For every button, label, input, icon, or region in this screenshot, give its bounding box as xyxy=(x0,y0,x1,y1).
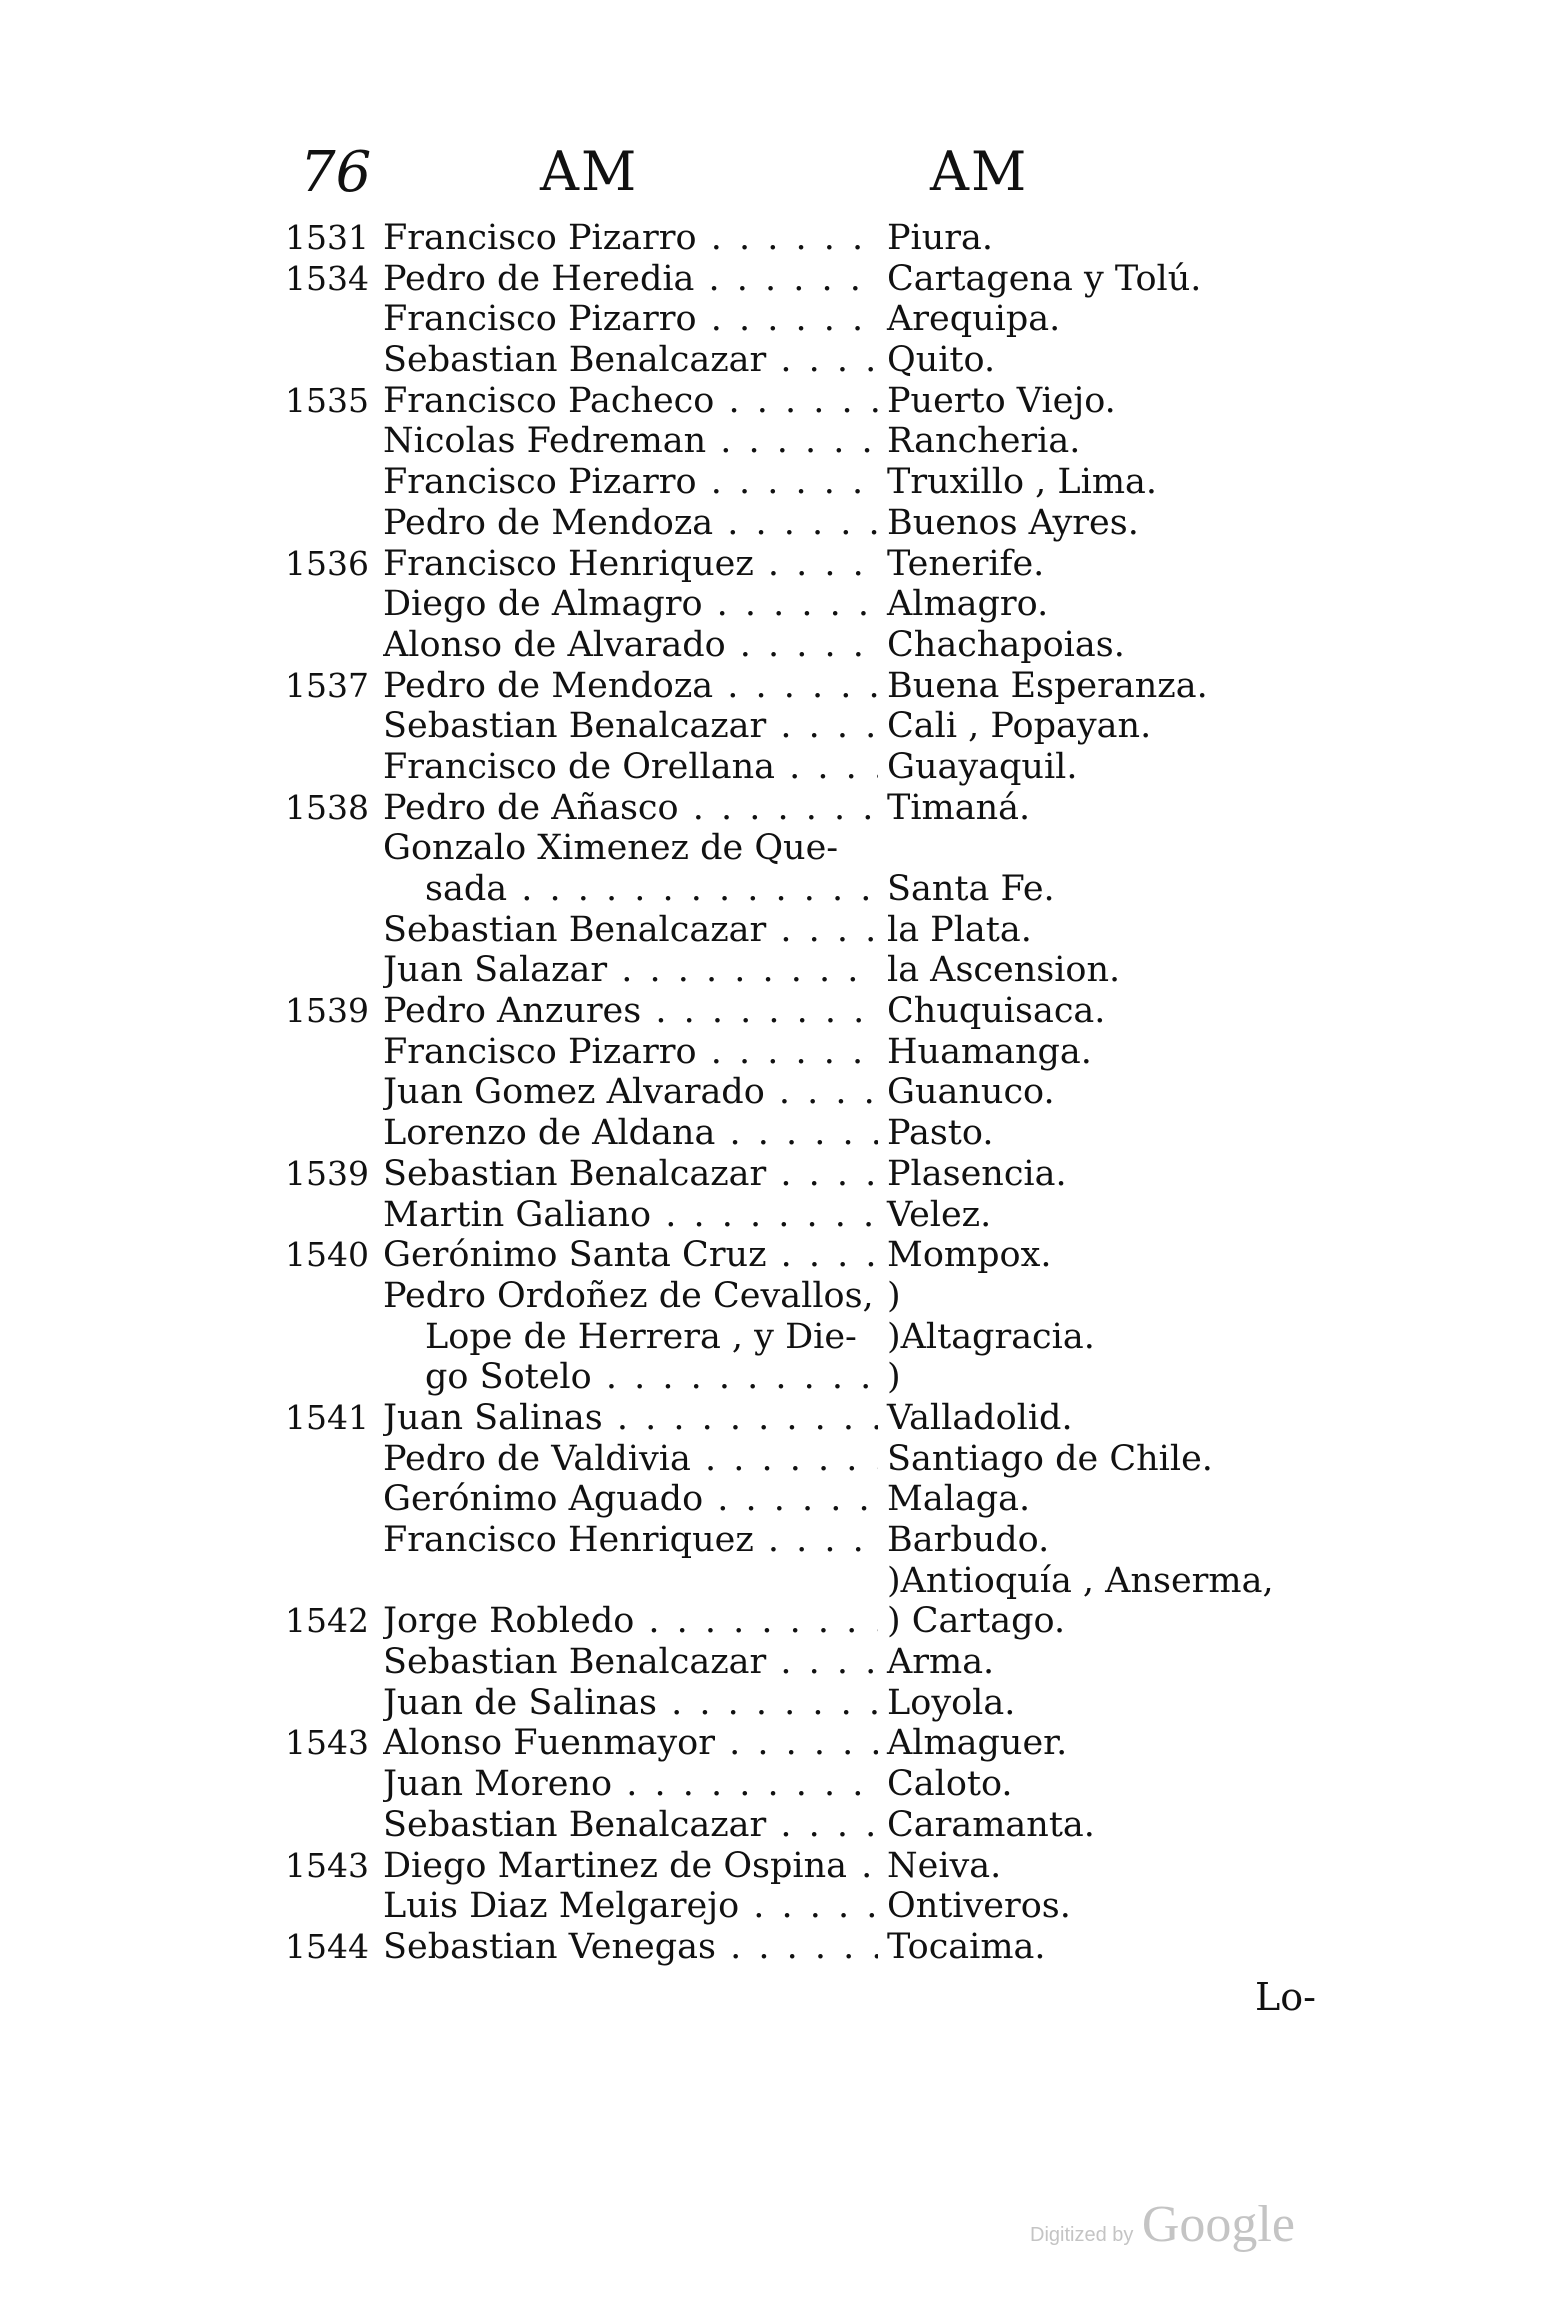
entry-city: Arequipa. xyxy=(887,299,1061,340)
entry-city: Ontiveros. xyxy=(887,1886,1071,1927)
entry-city: ) xyxy=(887,1275,901,1316)
entry-city: Loyola. xyxy=(887,1682,1016,1723)
entry-row xyxy=(0,1195,1551,1236)
entry-city: Barbudo. xyxy=(887,1520,1050,1560)
entry-city: Truxillo , Lima. xyxy=(887,462,1158,503)
entry-row xyxy=(0,1601,1551,1642)
entry-row xyxy=(0,1561,1551,1602)
entry-row xyxy=(0,950,1551,991)
entry-city: Arma. xyxy=(887,1642,995,1683)
entry-founder: Martin Galiano . . . xyxy=(383,1195,878,1236)
entry-city: la Ascension. xyxy=(887,950,1121,991)
entry-row xyxy=(0,503,1551,544)
entry-founder: Sebastian Benalcazar . . . xyxy=(383,340,878,381)
entry-city: )Altagracia. xyxy=(887,1316,1095,1357)
entry-year: 1541 xyxy=(285,1397,369,1437)
digitization-watermark xyxy=(1030,2195,1295,2254)
entry-founder: Gonzalo Ximenez de Que- xyxy=(383,828,839,869)
entry-city: Timaná. xyxy=(887,787,1031,828)
entry-city: Malaga. xyxy=(887,1479,1031,1520)
entry-city: Almaguer. xyxy=(887,1723,1068,1764)
running-head-left: AM xyxy=(540,140,639,203)
entry-founder: Francisco Pizarro . . . xyxy=(383,299,878,340)
entry-year: 1542 xyxy=(285,1601,369,1641)
entry-founder: Juan Salinas . . . xyxy=(383,1398,878,1439)
entry-founder: Pedro de Mendoza . . . xyxy=(383,666,878,707)
entry-row xyxy=(0,1357,1551,1398)
entry-founder: Luis Diaz Melgarejo . . . xyxy=(383,1886,878,1927)
entry-city: Puerto Viejo. xyxy=(887,380,1116,421)
entry-city: Guanuco. xyxy=(887,1072,1055,1113)
entry-row xyxy=(0,1276,1551,1317)
entry-founder: Gerónimo Aguado . . . xyxy=(383,1479,878,1520)
entry-founder: Lorenzo de Aldana . . . xyxy=(383,1113,878,1154)
entry-row xyxy=(0,1317,1551,1358)
running-head xyxy=(0,140,1551,210)
entry-founder: Francisco Pacheco . . . xyxy=(383,381,878,422)
entry-city: Pasto. xyxy=(887,1113,994,1154)
entry-city: Buena Esperanza. xyxy=(887,665,1208,706)
entry-founder: Sebastian Benalcazar . . . xyxy=(383,1154,878,1195)
entry-year: 1543 xyxy=(285,1723,369,1763)
entry-founder: Francisco Henriquez . . . xyxy=(383,544,878,585)
entry-city: Cali , Popayan. xyxy=(887,706,1152,747)
entry-city: ) xyxy=(887,1357,901,1398)
entry-row xyxy=(0,706,1551,747)
entry-founder: Francisco Henriquez . . . xyxy=(383,1520,878,1561)
entry-founder: Sebastian Benalcazar . . . xyxy=(383,1642,878,1683)
entry-city: Caramanta. xyxy=(887,1804,1095,1845)
entry-founder: Juan Salazar . . . xyxy=(383,950,878,991)
entry-year: 1537 xyxy=(285,665,369,705)
foundation-list xyxy=(0,218,1551,1968)
entry-founder: Francisco Pizarro . . . xyxy=(383,462,878,503)
entry-city: Valladolid. xyxy=(887,1397,1073,1438)
entry-row xyxy=(0,666,1551,707)
entry-row xyxy=(0,381,1551,422)
entry-row xyxy=(0,1479,1551,1520)
entry-city: Chachapoias. xyxy=(887,624,1125,665)
entry-city: Tocaima. xyxy=(887,1926,1046,1967)
entry-row xyxy=(0,828,1551,869)
entry-row xyxy=(0,1927,1551,1968)
catchword: Lo- xyxy=(1255,1975,1316,2019)
entry-row xyxy=(0,1398,1551,1439)
entry-row xyxy=(0,1723,1551,1764)
entry-city: Piura. xyxy=(887,218,994,258)
entry-founder: Jorge Robledo . . . xyxy=(383,1601,878,1642)
entry-city: Velez. xyxy=(887,1194,992,1235)
entry-row xyxy=(0,1805,1551,1846)
entry-row xyxy=(0,625,1551,666)
entry-year: 1531 xyxy=(285,218,369,257)
running-head-right: AM xyxy=(930,140,1029,203)
entry-city: Cartagena y Tolú. xyxy=(887,258,1202,299)
entry-row xyxy=(0,747,1551,788)
entry-city: la Plata. xyxy=(887,909,1032,950)
entry-year: 1535 xyxy=(285,380,369,420)
entry-founder: Pedro de Mendoza . . . xyxy=(383,503,878,544)
entry-row xyxy=(0,910,1551,951)
entry-city: Quito. xyxy=(887,340,996,381)
entry-founder: Alonso de Alvarado . . . xyxy=(383,625,878,666)
entry-city: Tenerife. xyxy=(887,543,1045,584)
entry-row xyxy=(0,1032,1551,1073)
entry-city: ) Cartago. xyxy=(887,1601,1066,1642)
entry-row xyxy=(0,1683,1551,1724)
entry-row xyxy=(0,584,1551,625)
entry-founder: Francisco Pizarro . . . xyxy=(383,218,878,259)
entry-founder: Juan Moreno . . . xyxy=(383,1764,878,1805)
entry-founder: Juan de Salinas . . . xyxy=(383,1683,878,1724)
entry-row xyxy=(0,1642,1551,1683)
watermark-prefix: Digitized by xyxy=(1030,2224,1134,2246)
entry-city: Rancheria. xyxy=(887,421,1081,462)
entry-row xyxy=(0,1154,1551,1195)
entry-year: 1540 xyxy=(285,1235,369,1275)
entry-founder: Francisco de Orellana . . . xyxy=(383,747,878,788)
entry-founder: Alonso Fuenmayor . . . xyxy=(383,1723,878,1764)
entry-city: Chuquisaca. xyxy=(887,991,1106,1032)
entry-row xyxy=(0,259,1551,300)
entry-row xyxy=(0,544,1551,585)
entry-city: Buenos Ayres. xyxy=(887,502,1139,543)
entry-city: Huamanga. xyxy=(887,1031,1092,1072)
entry-founder: Nicolas Fedreman . . . xyxy=(383,421,878,462)
entry-founder: Pedro de Heredia . . . xyxy=(383,259,878,300)
entry-row xyxy=(0,299,1551,340)
entry-year: 1538 xyxy=(285,787,369,827)
entry-founder: Gerónimo Santa Cruz . . . xyxy=(383,1235,878,1276)
entry-year: 1539 xyxy=(285,1153,369,1193)
entry-city: Santiago de Chile. xyxy=(887,1438,1213,1479)
entry-founder: Pedro de Añasco . . . xyxy=(383,788,878,829)
entry-year: 1539 xyxy=(285,991,369,1031)
entry-row xyxy=(0,1764,1551,1805)
entry-founder: Sebastian Benalcazar . . . xyxy=(383,1805,878,1846)
entry-row xyxy=(0,788,1551,829)
entry-row xyxy=(0,1235,1551,1276)
entry-city: Santa Fe. xyxy=(887,869,1055,909)
entry-row xyxy=(0,462,1551,503)
entry-founder: Francisco Pizarro . . . xyxy=(383,1032,878,1073)
entry-founder: Sebastian Benalcazar . . . xyxy=(383,910,878,951)
entry-row xyxy=(0,1439,1551,1480)
entry-year: 1534 xyxy=(285,258,369,298)
entry-founder: sada . . . xyxy=(425,869,878,910)
entry-founder: Diego de Almagro . . . xyxy=(383,584,878,625)
watermark-brand: Google xyxy=(1141,2196,1295,2253)
entry-founder: go Sotelo . . . xyxy=(425,1357,878,1398)
entry-row xyxy=(0,1886,1551,1927)
entry-row xyxy=(0,340,1551,381)
entry-city: Plasencia. xyxy=(887,1153,1067,1194)
entry-year: 1544 xyxy=(285,1926,369,1966)
entry-founder: Sebastian Venegas . . . xyxy=(383,1927,878,1968)
entry-row xyxy=(0,1846,1551,1887)
entry-founder: Diego Martinez de Ospina . . . xyxy=(383,1846,878,1887)
entry-founder: Sebastian Benalcazar . . . xyxy=(383,706,878,747)
entry-row xyxy=(0,869,1551,910)
entry-founder: Pedro Ordoñez de Cevallos, xyxy=(383,1275,874,1316)
page-number: 76 xyxy=(300,140,372,205)
entry-row xyxy=(0,991,1551,1032)
entry-row xyxy=(0,421,1551,462)
entry-city: Almagro. xyxy=(887,584,1049,625)
entry-city: Guayaquil. xyxy=(887,746,1078,787)
entry-row xyxy=(0,1072,1551,1113)
entry-founder: Lope de Herrera , y Die- xyxy=(425,1316,857,1357)
entry-city: )Antioquía , Anserma, xyxy=(887,1560,1274,1601)
entry-city: Neiva. xyxy=(887,1845,1002,1886)
entry-row xyxy=(0,1113,1551,1154)
entry-city: Caloto. xyxy=(887,1764,1013,1805)
entry-founder: Pedro de Valdivia . . . xyxy=(383,1439,878,1480)
entry-year: 1536 xyxy=(285,543,369,583)
entry-row xyxy=(0,218,1551,259)
entry-year: 1543 xyxy=(285,1845,369,1885)
entry-founder: Juan Gomez Alvarado . . . xyxy=(383,1072,878,1113)
entry-row xyxy=(0,1520,1551,1561)
entry-founder: Pedro Anzures . . . xyxy=(383,991,878,1032)
entry-city: Mompox. xyxy=(887,1235,1052,1276)
